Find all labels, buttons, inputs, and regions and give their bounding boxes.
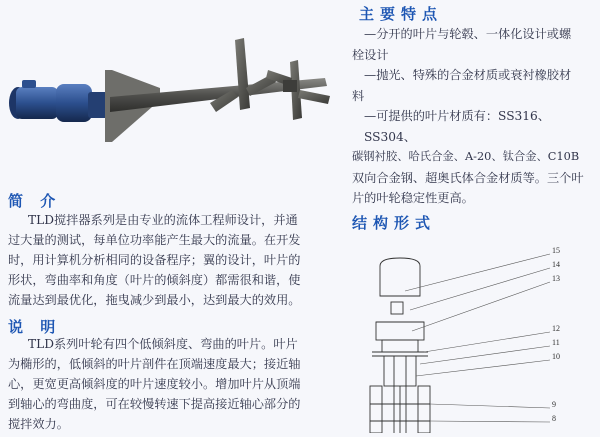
part-number-15: 15 [552,246,560,255]
structure-heading: 结构形式 [352,214,437,232]
intro-line-3: 时，用计算机分析相同的设备程序；翼的设计，叶片的 [8,253,301,267]
product-photo [0,0,345,170]
intro-line-4: 形状，弯曲率和角度（叶片的倾斜度）都需很和谐，使 [8,273,301,287]
feature-line-1: —分开的叶片与轮毂、一体化设计或螺 [364,27,572,41]
part-number-11: 11 [552,338,560,347]
part-number-13: 13 [552,274,560,283]
structure-drawing [350,236,600,433]
part-number-14: 14 [552,260,560,269]
intro-line-2: 过大量的测试，每单位功率能产生最大的流量。在开发 [8,233,301,247]
intro-heading: 简 介 [8,192,62,210]
explain-line-5: 搅拌效力。 [8,417,69,431]
feature-line-2: 栓设计 [352,47,389,62]
structure-diagram [350,236,600,433]
explain-text [8,334,338,434]
part-number-9: 9 [552,400,556,409]
features-list [352,24,598,209]
intro-text [8,210,338,310]
feature-line-3: —抛光、特殊的合金材质或衰衬橡胶材 [364,68,572,82]
explain-line-2: 为椭形的，低倾斜的叶片剖件在顶端速度最大；接近轴 [8,357,301,371]
features-heading: 主要特点 [359,5,444,23]
feature-line-4: 料 [352,88,365,103]
intro-line-1: TLD搅拌器系列是由专业的流体工程师设计，并通 [28,213,298,227]
gearbox [56,84,92,122]
feature-line-5: —可提供的叶片材质有：SS316、SS304、 [364,109,550,144]
part-number-10: 10 [552,352,560,361]
part-number-12: 12 [552,324,560,333]
part-number-8: 8 [552,414,556,423]
motor-body [16,87,58,119]
explain-line-1: TLD系列叶轮有四个低倾斜度、弯曲的叶片。叶片 [28,337,298,351]
motor-terminal-box [22,80,36,88]
explain-line-3: 心，更宽更高倾斜度的叶片速度较小。增加叶片从顶端 [8,377,301,391]
motor-outline [380,258,420,296]
explain-line-4: 到轴心的弯曲度，可在较慢转速下提高接近轴心部分的 [8,397,301,411]
feature-line-6: 碳钢衬胶、哈氏合金、A-20、钛合金、C10B [352,150,580,163]
intro-line-5: 流量达到最优化，拖曳减少到最小，达到最大的效用。 [8,293,301,307]
explain-heading: 说 明 [8,318,62,336]
agitator-illustration [0,0,345,170]
feature-line-8: 片的叶轮稳定性更高。 [352,191,474,205]
feature-line-7: 双向合金钢、超奥氏体合金材质等。三个叶 [352,170,584,185]
